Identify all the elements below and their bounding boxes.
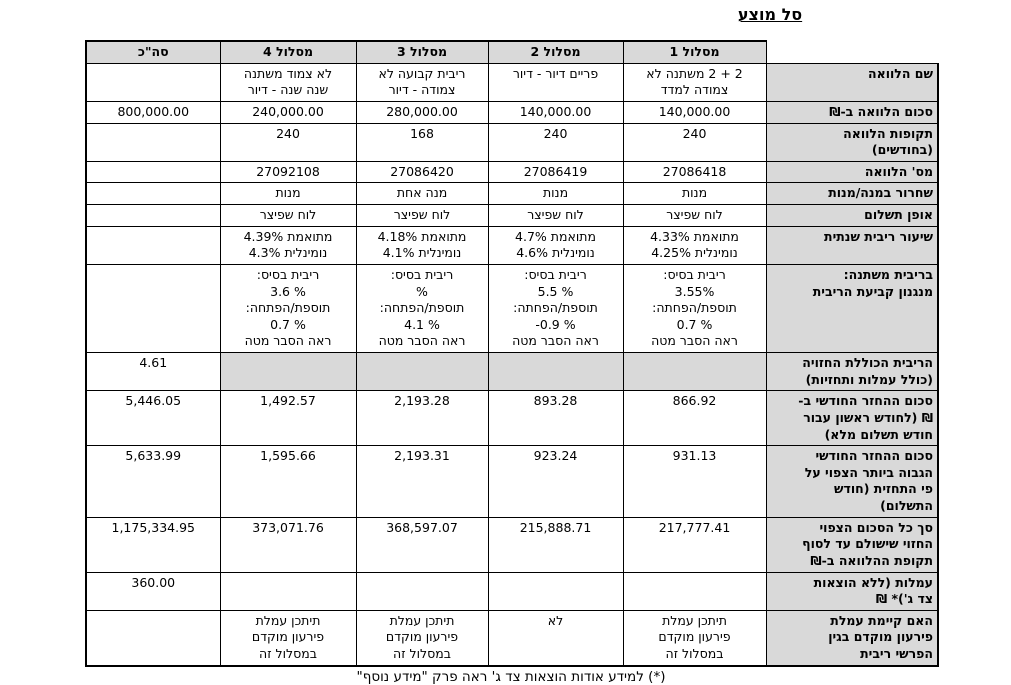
table-row (86, 226, 938, 264)
table-cell (488, 446, 623, 518)
table-row (86, 183, 938, 205)
cell-line: 4.61 (139, 355, 168, 370)
cell-line: הריבית הכוללת החזויה (802, 355, 933, 370)
row-label (766, 226, 938, 264)
cell-line: עמלות (ללא הוצאות (813, 574, 933, 590)
cell-line: -0.9 % (535, 316, 576, 332)
table-cell (488, 183, 623, 205)
cell-line: לא (547, 612, 564, 628)
row-label (766, 353, 938, 391)
cell-line: תיתכן עמלת (389, 612, 455, 628)
table-cell (488, 264, 623, 352)
cell-line: בריבית משתנה: (843, 266, 933, 282)
cell-line: פירעון מוקדם (385, 629, 459, 645)
cell-line: אופן תשלום (864, 207, 933, 222)
cell-line: 27092108 (256, 163, 320, 179)
cell-line: 4.1 % (404, 316, 440, 332)
row-label (766, 101, 938, 123)
cell-line: לוח שפיצר (259, 207, 317, 222)
cell-line: פריים דיור - דיור (512, 65, 599, 81)
table-cell (356, 446, 488, 518)
cell-line: ריבית קבועה לא (378, 65, 466, 81)
table-cell (488, 161, 623, 183)
column-header: מסלול 4 (220, 41, 356, 63)
column-header: מסלול 1 (623, 41, 766, 63)
cell-line: 217,777.41 (658, 519, 731, 535)
table-cell (86, 353, 220, 391)
cell-line: מתואמת 4.7% (515, 228, 596, 244)
cell-line: מנות (681, 185, 708, 201)
cell-line: 240 (543, 125, 568, 141)
cell-line: התשלום) (880, 498, 933, 513)
table-cell (356, 264, 488, 352)
cell-line: 27086418 (662, 163, 727, 179)
cell-line: תוספת/הפתחה: (245, 300, 331, 316)
row-label (766, 610, 938, 665)
table-cell (623, 264, 766, 352)
cell-line: 3.6 % (270, 283, 306, 299)
cell-line: סך כל הסכום הצפוי (819, 519, 933, 535)
table-cell (356, 205, 488, 227)
cell-line: 27086420 (390, 163, 454, 179)
cell-line: האם קיימת עמלת (830, 612, 933, 628)
cell-line: ראה הסבר מטה (378, 333, 466, 349)
table-row (86, 610, 938, 665)
table-row (86, 572, 938, 610)
cell-line: 240,000.00 (252, 103, 324, 119)
cell-line: ריבית בסיס: (390, 266, 454, 282)
cell-line: 0.7 % (676, 316, 713, 332)
cell-line: החזוי שישולם עד לסוף (802, 536, 933, 552)
table-cell (356, 183, 488, 205)
loan-basket-table (85, 40, 939, 667)
table-cell (220, 123, 356, 161)
table-cell (356, 610, 488, 665)
table-row (86, 517, 938, 572)
table-cell (356, 353, 488, 391)
table-row (86, 353, 938, 391)
cell-line: 215,888.71 (519, 519, 592, 535)
cell-line: 2 + 2 משתנה לא (646, 65, 743, 81)
cell-line: תקופות הלוואה (843, 125, 933, 141)
cell-line: ריבית בסיס: (663, 266, 726, 282)
table-cell (86, 446, 220, 518)
table-cell (623, 183, 766, 205)
cell-line: ₪ (לחודש ראשון עבור (803, 409, 933, 425)
table-cell (488, 123, 623, 161)
row-label (766, 446, 938, 518)
cell-line: 27086419 (523, 163, 588, 179)
row-label (766, 161, 938, 183)
cell-line: שם הלוואה (868, 65, 933, 81)
cell-line: 1,595.66 (260, 448, 316, 464)
cell-line: 866.92 (672, 393, 717, 409)
cell-line: 0.7 % (270, 316, 306, 332)
cell-line: 140,000.00 (519, 103, 592, 119)
row-label (766, 183, 938, 205)
table-cell (623, 610, 766, 665)
table-cell (86, 63, 220, 101)
table-cell (220, 572, 356, 610)
cell-line: ריבית בסיס: (256, 266, 320, 282)
cell-line: לוח שפיצר (527, 207, 584, 222)
table-cell (220, 610, 356, 665)
table-cell (86, 264, 220, 352)
cell-line: לוח שפיצר (666, 207, 723, 222)
cell-line: פי התחזית (חודש (834, 481, 933, 497)
table-cell (356, 101, 488, 123)
table-row (86, 63, 938, 101)
cell-line: תיתכן עמלת (255, 612, 321, 628)
cell-line: ריבית בסיס: (524, 266, 587, 282)
cell-line: 368,597.07 (386, 519, 458, 535)
table-cell (623, 63, 766, 101)
cell-line: נומינלית 4.6% (516, 245, 595, 261)
cell-line: מתואמת 4.18% (377, 228, 467, 244)
table-cell (623, 226, 766, 264)
table-cell (86, 183, 220, 205)
cell-line: במסלול זה (259, 646, 317, 661)
table-cell (220, 63, 356, 101)
cell-line: ראה הסבר מטה (244, 333, 332, 349)
table-row (86, 101, 938, 123)
table-cell (356, 391, 488, 446)
table-cell (623, 391, 766, 446)
cell-line: שנה שנה - דיור (247, 82, 329, 98)
cell-line: חודש תשלום מלא) (824, 426, 933, 442)
cell-line: תוספת/הפחתה: (513, 300, 598, 316)
table-cell (86, 517, 220, 572)
table-cell (488, 101, 623, 123)
table-cell (356, 517, 488, 572)
cell-line: שיעור ריבית שנתית (824, 228, 933, 244)
table-cell (488, 353, 623, 391)
table-row (86, 264, 938, 352)
table-cell (623, 353, 766, 391)
table-cell (86, 572, 220, 610)
table-cell (220, 353, 356, 391)
table-cell (220, 183, 356, 205)
cell-line: 5.5 % (537, 283, 574, 299)
cell-line: תוספת/הפתחה: (379, 300, 465, 316)
cell-line: תיתכן עמלת (662, 612, 727, 628)
table-cell (220, 205, 356, 227)
cell-line: פירעון מוקדם בגין (828, 629, 933, 645)
table-row (86, 161, 938, 183)
cell-line: הגבוה ביותר הצפוי על (804, 464, 933, 480)
table-cell (623, 517, 766, 572)
cell-line: לא צמוד משתנה (243, 65, 333, 81)
cell-line: צמודה למדד (660, 82, 729, 98)
table-cell (220, 101, 356, 123)
table-cell (86, 391, 220, 446)
document-title: סל מוצע (737, 5, 803, 24)
table-cell (356, 161, 488, 183)
table-cell (86, 610, 220, 665)
cell-line: % (416, 283, 428, 299)
cell-line: מתואמת 4.39% (243, 228, 333, 244)
cell-line: במסלול זה (665, 646, 724, 661)
cell-line: מנות (542, 185, 569, 201)
cell-line: 360.00 (131, 574, 176, 590)
cell-line: מתואמת 4.33% (650, 228, 739, 244)
table-cell (220, 391, 356, 446)
cell-line: 240 (276, 125, 300, 141)
cell-line: 2,193.28 (394, 393, 450, 409)
table-row (86, 391, 938, 446)
cell-line: במסלול זה (393, 646, 451, 661)
cell-line: (בחודשים) (871, 142, 933, 158)
table-row (86, 446, 938, 518)
cell-line: 2,193.31 (394, 448, 450, 464)
column-header: סה"כ (86, 41, 220, 63)
row-label (766, 572, 938, 610)
cell-line: תקופת ההלוואה ב-₪ (810, 552, 933, 568)
cell-line: לוח שפיצר (393, 207, 451, 222)
table-row (86, 205, 938, 227)
cell-line: 893.28 (533, 393, 578, 409)
cell-line: מנה אחת (396, 185, 448, 201)
table-cell (86, 123, 220, 161)
table-cell (356, 226, 488, 264)
cell-line: פירעון מוקדם (251, 629, 325, 645)
table-cell (623, 572, 766, 610)
table-row (86, 123, 938, 161)
cell-line: שחרור במנה/מנות (828, 185, 933, 201)
cell-line: הפרשי ריבית (860, 646, 933, 661)
cell-line: סכום ההחזר החודשי (815, 448, 933, 464)
cell-line: נומינלית 4.3% (248, 245, 328, 261)
cell-line: 5,633.99 (125, 448, 182, 464)
cell-line: נומינלית 4.25% (651, 245, 738, 261)
cell-line: סכום ההחזר החודשי ב- (798, 393, 933, 409)
table-cell (220, 161, 356, 183)
cell-line: נומינלית 4.1% (382, 245, 462, 261)
table-cell (86, 161, 220, 183)
column-header: מסלול 2 (488, 41, 623, 63)
table-cell (356, 572, 488, 610)
row-label (766, 517, 938, 572)
table-cell (623, 161, 766, 183)
table-wrapper (85, 40, 939, 667)
cell-line: צד ג')* ₪ (875, 591, 933, 607)
cell-line: 800,000.00 (117, 103, 190, 119)
header-row (86, 41, 938, 63)
table-cell (488, 517, 623, 572)
row-label (766, 264, 938, 352)
cell-line: תוספת/הפחתה: (652, 300, 737, 316)
footnote: (*) למידע אודות הוצאות צד ג' ראה פרק "מידע נוסף" (356, 669, 666, 685)
table-cell (623, 101, 766, 123)
table-cell (86, 101, 220, 123)
table-cell (488, 610, 623, 665)
table-cell (488, 205, 623, 227)
cell-line: 373,071.76 (252, 519, 324, 535)
cell-line: מס' הלוואה (864, 163, 933, 179)
table-cell (488, 63, 623, 101)
cell-line: 5,446.05 (125, 393, 182, 409)
column-header: מסלול 3 (356, 41, 488, 63)
table-cell (488, 391, 623, 446)
row-label (766, 123, 938, 161)
table-cell (488, 226, 623, 264)
cell-line: ראה הסבר מטה (512, 333, 599, 349)
header-spacer (766, 41, 938, 63)
cell-line: ראה הסבר מטה (651, 333, 738, 349)
cell-line: פירעון מוקדם (658, 629, 731, 645)
cell-line: 240 (682, 125, 707, 141)
row-label (766, 63, 938, 101)
cell-line: (כולל עמלות ותחזיות) (805, 371, 933, 387)
cell-line: צמודה - דיור (388, 82, 456, 98)
table-cell (356, 63, 488, 101)
cell-line: סכום הלוואה ב-₪ (829, 103, 933, 119)
table-cell (220, 517, 356, 572)
cell-line: 3.55% (674, 283, 715, 299)
table-cell (86, 205, 220, 227)
table-cell (488, 572, 623, 610)
cell-line: מנות (275, 185, 301, 201)
table-cell (86, 226, 220, 264)
table-cell (356, 123, 488, 161)
cell-line: 140,000.00 (658, 103, 731, 119)
cell-line: 923.24 (533, 448, 578, 464)
row-label (766, 205, 938, 227)
row-label (766, 391, 938, 446)
table-cell (623, 123, 766, 161)
table-cell (623, 446, 766, 518)
cell-line: 1,175,334.95 (111, 519, 195, 535)
table-cell (220, 446, 356, 518)
cell-line: מנגנון קביעת הריבית (812, 283, 933, 299)
cell-line: 280,000.00 (386, 103, 458, 119)
cell-line: 168 (410, 125, 434, 141)
table-cell (220, 264, 356, 352)
cell-line: 931.13 (672, 448, 717, 464)
table-cell (220, 226, 356, 264)
table-cell (623, 205, 766, 227)
cell-line: 1,492.57 (260, 393, 316, 409)
